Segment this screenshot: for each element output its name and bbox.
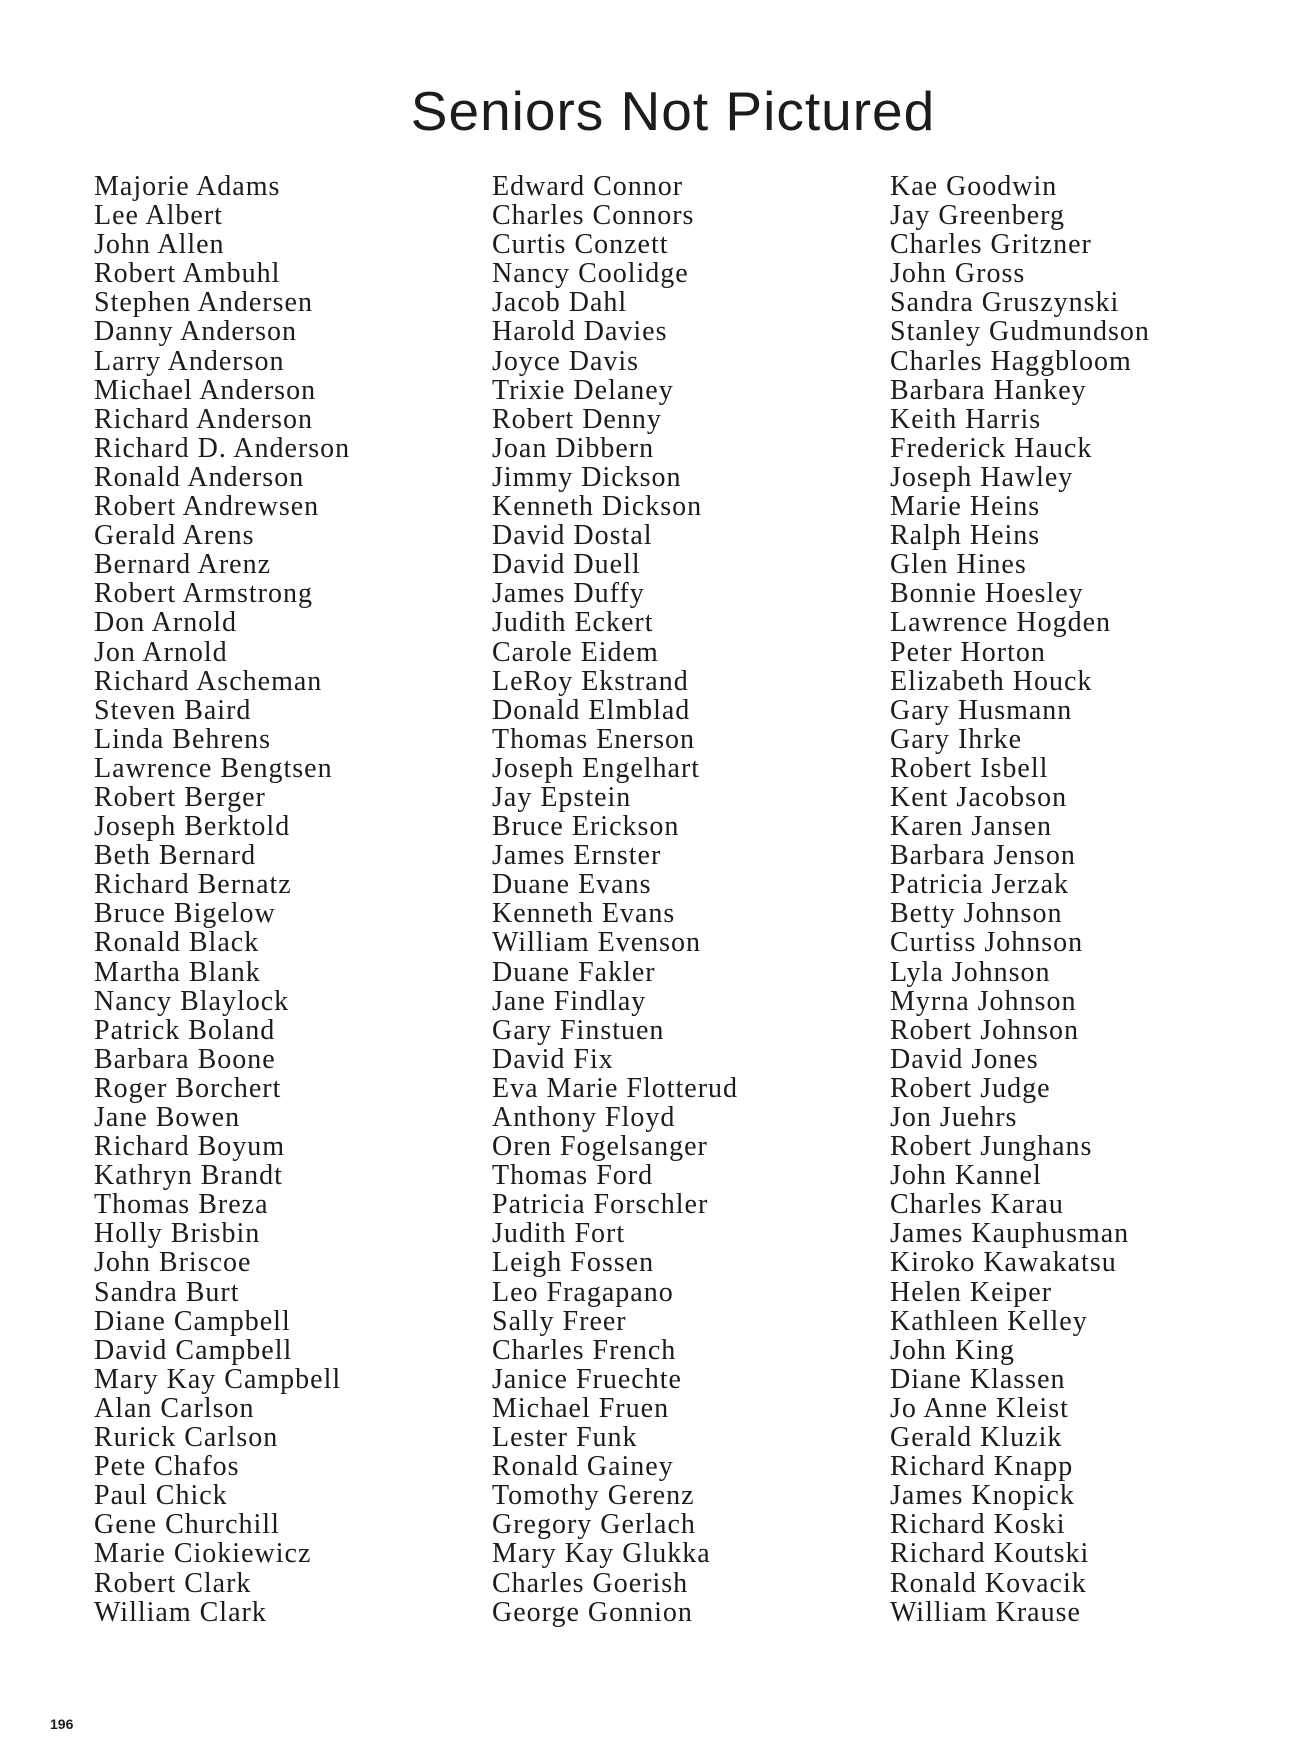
list-item: Jay Epstein [492,781,632,813]
list-item: LeRoy Ekstrand [492,665,689,697]
list-item: Charles Gritzner [890,229,1092,261]
list-item: Richard D. Anderson [94,432,351,464]
list-item: Lawrence Hogden [890,607,1112,639]
list-item: Sandra Gruszynski [890,287,1120,319]
list-item: Majorie Adams [94,171,281,202]
list-item: Charles Connors [492,200,695,232]
list-item: Stephen Andersen [94,287,313,319]
list-item: Patrick Boland [94,1014,276,1046]
list-item: Larry Anderson [94,345,285,377]
list-item: Ronald Black [94,927,260,959]
list-item: George Gonnion [492,1596,693,1628]
list-item: Gary Finstuen [492,1014,665,1046]
list-item: Robert Isbell [890,752,1049,784]
list-item: Charles Haggbloom [890,345,1132,377]
list-item: Bruce Bigelow [94,898,276,930]
list-item: Robert Junghans [890,1131,1093,1163]
list-item: Barbara Hankey [890,374,1087,406]
list-item: Jacob Dahl [492,287,628,319]
page-number: 196 [50,1716,74,1732]
list-item: Joseph Engelhart [492,752,701,784]
name-column-2 [492,172,738,1627]
list-item: Karen Jansen [890,811,1053,843]
list-item: John Kannel [890,1160,1042,1192]
list-item: Lee Albert [94,200,223,232]
list-item: Nancy Blaylock [94,985,290,1017]
list-item: Jay Greenberg [890,200,1065,232]
list-item: James Kauphusman [890,1218,1130,1250]
list-item: Richard Koutski [890,1538,1090,1570]
list-item: Oren Fogelsanger [492,1131,708,1163]
list-item: Thomas Enerson [492,723,695,755]
list-item: Robert Andrewsen [94,491,320,523]
list-item: Holly Brisbin [94,1218,261,1250]
list-item: Joseph Hawley [890,461,1074,493]
list-item: Robert Judge [890,1072,1051,1104]
list-item: Keith Harris [890,403,1042,435]
list-item: Nancy Coolidge [492,258,689,290]
list-item: Edward Connor [492,171,684,202]
list-item: Robert Clark [94,1567,252,1599]
list-item: Bruce Erickson [492,811,680,843]
list-item: Patricia Forschler [492,1189,709,1221]
list-item: Ralph Heins [890,520,1041,552]
list-item: Frederick Hauck [890,432,1093,464]
list-item: Harold Davies [492,316,668,348]
list-item: Pete Chafos [94,1451,240,1483]
list-item: Marie Ciokiewicz [94,1538,312,1570]
list-item: Michael Anderson [94,374,317,406]
list-item: Ronald Kovacik [890,1567,1087,1599]
list-item: Robert Berger [94,781,266,813]
list-item: Lester Funk [492,1422,638,1454]
list-item: Leo Fragapano [492,1276,674,1308]
list-item: Jon Arnold [94,636,228,668]
list-item: Don Arnold [94,607,237,639]
list-item: James Duffy [492,578,645,610]
list-item: Beth Bernard [94,840,257,872]
list-item: Robert Johnson [890,1014,1079,1046]
list-item: Jon Juehrs [890,1102,1018,1133]
list-item: Jane Bowen [94,1102,241,1133]
list-item: Alan Carlson [94,1392,255,1424]
list-item: Diane Klassen [890,1363,1066,1395]
list-item: Betty Johnson [890,898,1063,930]
list-item: Richard Koski [890,1509,1066,1541]
list-item: David Duell [492,549,641,581]
list-item: David Jones [890,1043,1039,1075]
list-item: Gene Churchill [94,1509,280,1541]
list-item: Joan Dibbern [492,432,655,464]
list-item: Paul Chick [94,1480,228,1512]
list-item: David Dostal [492,520,653,552]
list-item: Jo Anne Kleist [890,1392,1069,1424]
list-item: Curtis Conzett [492,229,669,261]
list-item: David Campbell [94,1334,293,1366]
list-item: Robert Armstrong [94,578,313,610]
list-item: Richard Knapp [890,1451,1074,1483]
list-item: John Gross [890,258,1026,290]
list-item: Sally Freer [492,1305,627,1337]
list-item: Ronald Gainey [492,1451,674,1483]
list-item: Steven Baird [94,694,252,726]
list-item: Trixie Delaney [492,374,674,406]
list-item: Michael Fruen [492,1392,670,1424]
list-item: Joyce Davis [492,345,640,377]
list-item: Kenneth Evans [492,898,676,930]
list-item: Peter Horton [890,636,1046,668]
name-column-1 [94,172,350,1627]
list-item: Anthony Floyd [492,1102,676,1133]
list-item: Roger Borchert [94,1072,282,1104]
list-item: Linda Behrens [94,723,272,755]
list-item: John Allen [94,229,225,261]
list-item: Kae Goodwin [890,171,1058,202]
list-item: Bonnie Hoesley [890,578,1084,610]
list-item: Thomas Breza [94,1189,269,1221]
list-item: John King [890,1334,1015,1366]
list-item: Donald Elmblad [492,694,691,726]
list-item: Janice Fruechte [492,1363,682,1395]
list-item: Barbara Jenson [890,840,1076,872]
list-item: Lawrence Bengtsen [94,752,333,784]
list-item: Marie Heins [890,491,1041,523]
list-item: Glen Hines [890,549,1027,581]
list-item: Charles Karau [890,1189,1064,1221]
list-item: Curtiss Johnson [890,927,1084,959]
list-item: Charles French [492,1334,677,1366]
list-item: Kent Jacobson [890,781,1068,813]
list-item: Martha Blank [94,956,261,988]
list-item: Richard Boyum [94,1131,286,1163]
list-item: Richard Anderson [94,403,313,435]
list-item: Richard Bernatz [94,869,292,901]
list-item: Stanley Gudmundson [890,316,1150,348]
list-item: John Briscoe [94,1247,252,1279]
list-item: Patricia Jerzak [890,869,1070,901]
list-item: Robert Ambuhl [94,258,281,290]
list-item: Helen Keiper [890,1276,1053,1308]
list-item: Judith Fort [492,1218,626,1250]
list-item: Duane Evans [492,869,652,901]
list-item: Rurick Carlson [94,1422,279,1454]
list-item: Joseph Berktold [94,811,291,843]
list-item: Kathleen Kelley [890,1305,1088,1337]
list-item: Jane Findlay [492,985,647,1017]
list-item: Robert Denny [492,403,662,435]
list-item: Judith Eckert [492,607,654,639]
list-item: Richard Ascheman [94,665,323,697]
list-item: Eva Marie Flotterud [492,1072,739,1104]
list-item: Diane Campbell [94,1305,291,1337]
list-item: James Knopick [890,1480,1075,1512]
list-item: Bernard Arenz [94,549,272,581]
list-item: Gerald Arens [94,520,255,552]
list-item: Gerald Kluzik [890,1422,1063,1454]
list-item: Danny Anderson [94,316,297,348]
list-item: William Evenson [492,927,702,959]
list-item: Tomothy Gerenz [492,1480,695,1512]
list-item: Kiroko Kawakatsu [890,1247,1117,1279]
list-item: Ronald Anderson [94,461,305,493]
list-item: Duane Fakler [492,956,656,988]
list-item: Carole Eidem [492,636,659,668]
list-item: Gary Husmann [890,694,1073,726]
list-item: Elizabeth Houck [890,665,1093,697]
list-item: Mary Kay Campbell [94,1363,342,1395]
list-item: Lyla Johnson [890,956,1051,988]
list-item: Kenneth Dickson [492,491,703,523]
page-title: Seniors Not Pictured [410,80,936,142]
list-item: Mary Kay Glukka [492,1538,711,1570]
list-item: Myrna Johnson [890,985,1077,1017]
list-item: Charles Goerish [492,1567,689,1599]
list-item: Gregory Gerlach [492,1509,696,1541]
list-item: David Fix [492,1043,614,1075]
name-column-3 [890,172,1150,1627]
list-item: Leigh Fossen [492,1247,655,1279]
list-item: Barbara Boone [94,1043,276,1075]
list-item: Jimmy Dickson [492,461,682,493]
list-item: Kathryn Brandt [94,1160,283,1192]
list-item: William Krause [890,1596,1081,1628]
list-item: Gary Ihrke [890,723,1023,755]
list-item: Thomas Ford [492,1160,654,1192]
list-item: William Clark [94,1596,267,1628]
list-item: Sandra Burt [94,1276,240,1308]
list-item: James Ernster [492,840,662,872]
